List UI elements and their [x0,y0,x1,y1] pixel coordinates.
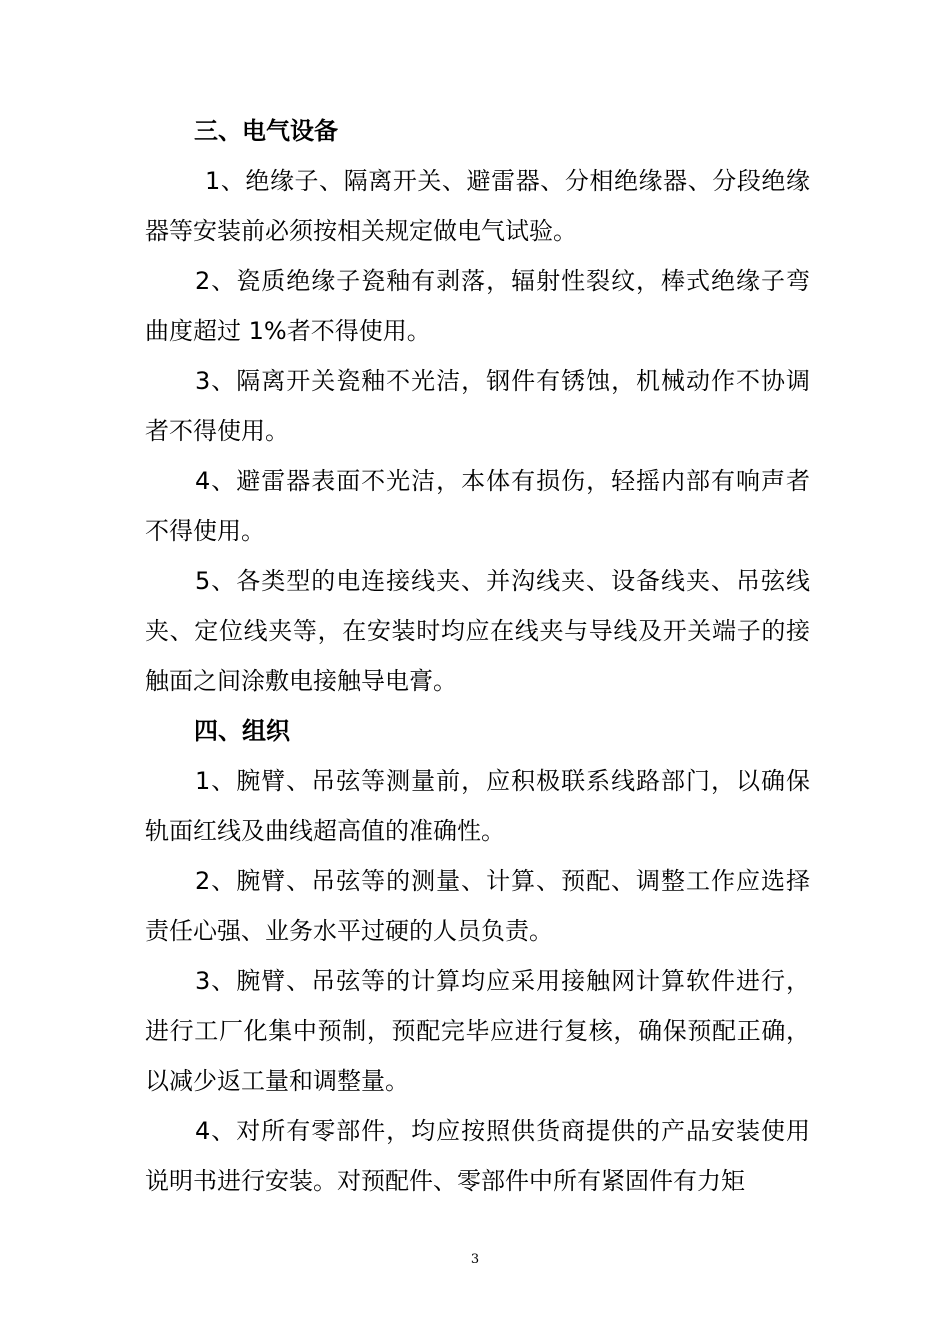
paragraph-organization-3: 3、腕臂、吊弦等的计算均应采用接触网计算软件进行，进行工厂化集中预制，预配完毕应进行复核，确保预配正确，以减少返工量和调整量。 [145,967,810,1095]
section-heading-electrical-equipment: 三、电气设备 [194,117,338,145]
paragraph-electrical-3: 3、隔离开关瓷釉不光洁，钢件有锈蚀，机械动作不协调者不得使用。 [145,367,810,445]
paragraph-electrical-1: 1、绝缘子、隔离开关、避雷器、分相绝缘器、分段绝缘器等安装前必须按相关规定做电气试验。 [145,167,810,245]
section-heading-organization: 四、组织 [194,717,290,745]
paragraph-organization-4: 4、对所有零部件，均应按照供货商提供的产品安装使用说明书进行安装。对预配件、零部件中所有紧固件有力矩 [145,1117,810,1195]
paragraph-organization-2: 2、腕臂、吊弦等的测量、计算、预配、调整工作应选择责任心强、业务水平过硬的人员负责。 [145,867,810,945]
document-body [145,106,810,1206]
paragraph-electrical-5: 5、各类型的电连接线夹、并沟线夹、设备线夹、吊弦线夹、定位线夹等，在安装时均应在线夹与导线及开关端子的接触面之间涂敷电接触导电膏。 [145,567,810,695]
page-number: 3 [470,1252,480,1267]
paragraph-electrical-2: 2、瓷质绝缘子瓷釉有剥落，辐射性裂纹，棒式绝缘子弯曲度超过 1%者不得使用。 [145,267,810,345]
paragraph-electrical-4: 4、避雷器表面不光洁，本体有损伤，轻摇内部有响声者不得使用。 [145,467,810,545]
paragraph-organization-1: 1、腕臂、吊弦等测量前，应积极联系线路部门，以确保轨面红线及曲线超高值的准确性。 [145,767,810,845]
